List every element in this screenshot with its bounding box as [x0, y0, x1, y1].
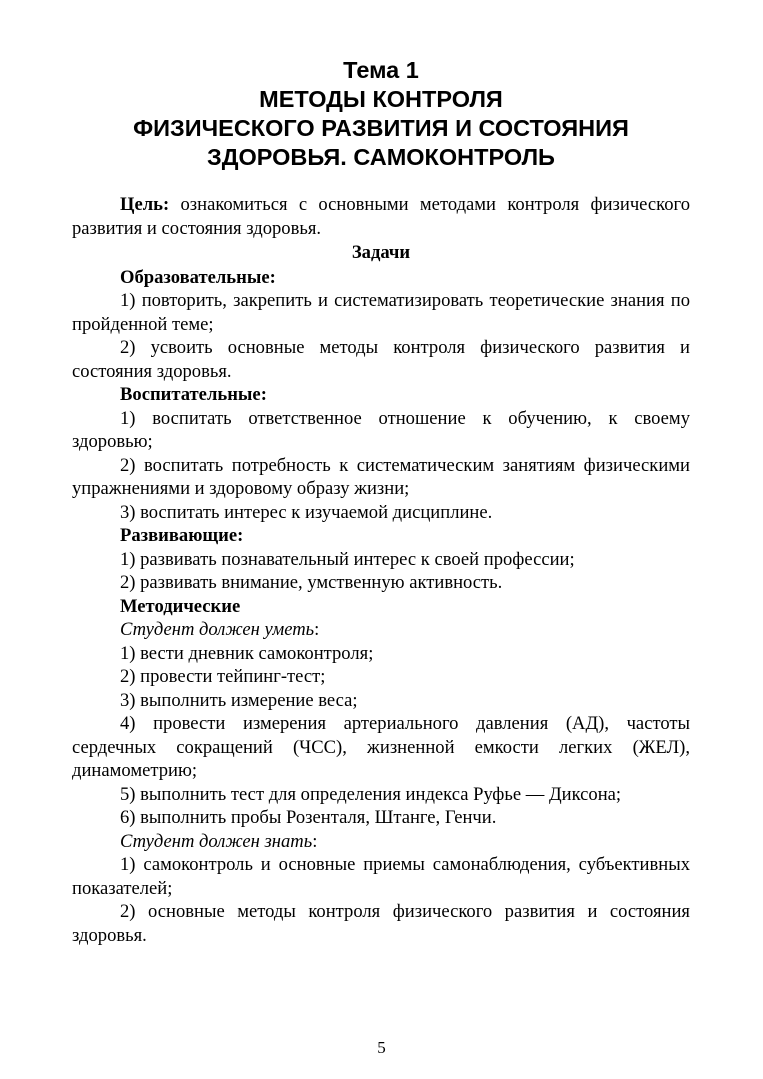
- list-item: 2) основные методы контроля физического развития и состояния здоровья.: [72, 901, 690, 946]
- topic-title-line-1: МЕТОДЫ КОНТРОЛЯ: [259, 86, 503, 112]
- list-item: 1) повторить, закрепить и систематизировать теоретические знания по пройденной теме;: [72, 290, 690, 335]
- list-item: 5) выполнить тест для определения индекса Руфье — Диксона;: [120, 783, 622, 805]
- must-do-subtitle: [72, 618, 690, 642]
- goal-label: Цель:: [120, 194, 170, 215]
- list-item: 4) провести измерения артериального давления (АД), частоты сердечных сокращений (ЧСС), жизненной емкости легких (ЖЕЛ), динамометрию;: [72, 713, 690, 781]
- document-page: [72, 56, 690, 947]
- list-item: 6) выполнить пробы Розенталя, Штанге, Генчи.: [120, 807, 497, 828]
- must-know-colon: :: [312, 830, 318, 852]
- upbringing-title: Воспитательные:: [120, 384, 267, 405]
- educational-title: Образовательные:: [120, 266, 276, 288]
- list-item: 1) воспитать ответственное отношение к обучению, к своему здоровью;: [72, 407, 690, 452]
- page-number: 5: [377, 1038, 386, 1057]
- goal-text: ознакомиться с основными методами контроля физического развития и состояния здоровья.: [72, 194, 690, 239]
- list-item: 1) самоконтроль и основные приемы самонаблюдения, субъективных показателей;: [72, 854, 690, 899]
- document-body: [72, 193, 690, 947]
- list-item: 2) провести тейпинг-тест;: [120, 666, 326, 687]
- must-do-colon: :: [314, 619, 320, 640]
- must-know-label: Студент должен знать: [120, 830, 313, 852]
- topic-number: Тема 1: [343, 57, 419, 83]
- must-do-label: Студент должен уметь: [120, 619, 315, 640]
- goal-paragraph: [72, 193, 690, 240]
- list-item: 1) развивать познавательный интерес к своей профессии;: [120, 548, 575, 570]
- list-item: 2) развивать внимание, умственную активность.: [120, 572, 503, 593]
- topic-title-line-3: ЗДОРОВЬЯ. САМОКОНТРОЛЬ: [207, 144, 555, 170]
- topic-title-line-2: ФИЗИЧЕСКОГО РАЗВИТИЯ И СОСТОЯНИЯ: [133, 115, 629, 141]
- list-item: 1) вести дневник самоконтроля;: [120, 642, 374, 664]
- list-item: 3) воспитать интерес к изучаемой дисциплине.: [120, 501, 493, 523]
- developing-title: Развивающие:: [120, 525, 244, 546]
- list-item: 2) усвоить основные методы контроля физического развития и состояния здоровья.: [72, 337, 690, 382]
- must-know-subtitle: [72, 830, 690, 854]
- topic-heading: [72, 56, 690, 172]
- list-item: 3) выполнить измерение веса;: [120, 689, 358, 711]
- methodical-title: Методические: [120, 595, 241, 617]
- list-item: 2) воспитать потребность к систематическим занятиям физическими упражнениями и здоровому образу жизни;: [72, 454, 690, 499]
- tasks-title: Задачи: [351, 242, 411, 263]
